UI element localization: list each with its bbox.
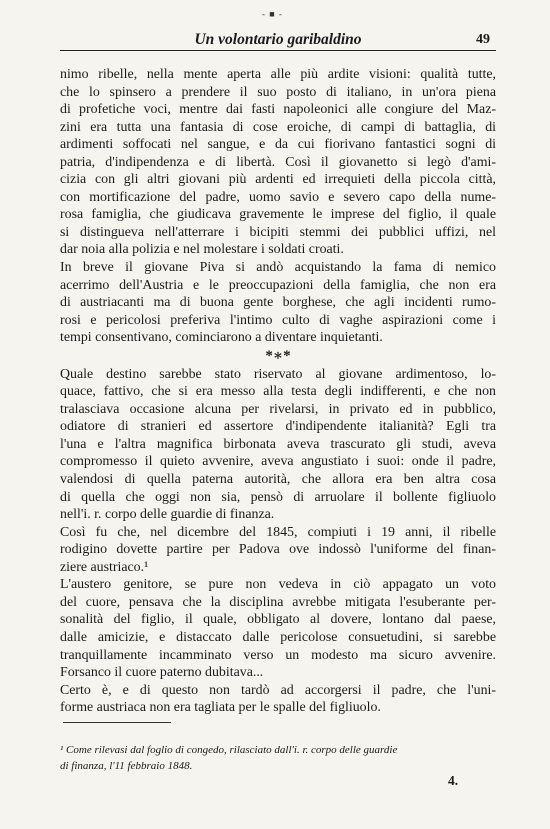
text-line: quace, fattivo, che si era messo alla testa degli indifferenti, e che non <box>60 384 496 400</box>
text-line: ziere austriaco.¹ <box>60 559 149 575</box>
text-line: l'una e l'altra magnifica birbonata aveva trascurato gli studi, aveva <box>60 436 496 452</box>
text-line: Forsanco il cuore paterno dubitava... <box>60 665 264 681</box>
text-line: dar noia alla polizia e nel molestare i soldati croati. <box>60 242 344 258</box>
footnote-line: di finanza, l'11 febbraio 1848. <box>60 760 193 772</box>
paragraph <box>60 682 496 717</box>
footnote-line: ¹ Come rilevasi dal foglio di congedo, rilasciato dall'i. r. corpo delle guardie <box>60 744 398 756</box>
footnote-rule <box>63 722 171 723</box>
paragraph <box>60 366 496 524</box>
text-line: di quella che oggi non sia, pensò di arruolare il bollente figliuolo <box>60 489 496 505</box>
text-line: tranquillamente incamminato verso un modesto ma sicuro avvenire. <box>60 647 496 663</box>
top-ornament: - ■ - <box>262 9 283 19</box>
text-line: forme austriaca non era tagliata per le spalle del figliuolo. <box>60 700 381 716</box>
text-line: valendosi di quella paterna autorità, che allora era ben altra cosa <box>60 472 496 488</box>
text-line: tempi consentivano, cominciarono a diventare inquietanti. <box>60 330 383 346</box>
text-line: tralasciava occasione alcuna per rivelarsi, in privato ed in pubblico, <box>60 401 496 417</box>
text-line: rodigino dovette partire per Padova ove indossò l'uniforme del finan- <box>60 542 496 558</box>
section-break: *∗* <box>265 347 291 364</box>
text-line: cizia con gli altri giovani più ardenti ed irrequieti della piccola città, <box>60 172 496 188</box>
footnote <box>60 742 496 774</box>
text-line: di profetiche voci, mentre dai fasti napoleonici alle congiure del Maz- <box>60 102 496 118</box>
paragraph <box>60 259 496 347</box>
running-title: Un volontario garibaldino <box>194 31 362 48</box>
signature-mark: 4. <box>448 773 459 788</box>
text-line: con mortificazione del padre, uomo savio e severo capo della nume- <box>60 189 496 205</box>
text-line: rosa famiglia, che giudicava gravemente le imprese del figlio, il quale <box>60 207 496 223</box>
page-number: 49 <box>476 32 490 47</box>
text-line-content: In breve il giovane Piva si andò acquistando la fama di nemico <box>60 260 496 276</box>
text-line: Quale destino sarebbe stato riservato al giovane ardimentoso, lo- <box>60 366 496 382</box>
text-line: rosi e pericolosi preferiva l'intimo culto di vaghe aspirazioni come i <box>60 312 496 328</box>
text-line: Certo è, e di questo non tardò ad accorgersi il padre, che l'uni- <box>60 682 496 698</box>
text-line: che lo spinsero a prendere il suo posto di italiano, in un'ora piena <box>60 84 496 100</box>
text-line: sonalità del figlio, il quale, obbligato al dovere, lontano dal paese, <box>60 612 496 628</box>
text-line: Così fu che, nel dicembre del 1845, compiuti i 19 anni, il ribelle <box>60 524 496 540</box>
text-line: dalle amicizie, e distaccato dalle pericolose consuetudini, si sarebbe <box>60 629 496 645</box>
text-line: odiatore di stranieri ed assertore d'indipendente italianità? Egli tra <box>60 419 496 435</box>
text-line: ardimenti soffocati nel sangue, e da cui fiorivano fantastici sogni di <box>60 137 496 153</box>
text-line <box>60 259 496 277</box>
text-line: di austriacanti ma di buona gente borghese, che agli incidenti rumo- <box>60 295 496 311</box>
text-line: compromesso il quieto avvenire, aveva angustiato i suoi: onde il padre, <box>60 454 496 470</box>
paragraph <box>60 524 496 577</box>
paragraph <box>60 576 496 681</box>
paragraph <box>60 66 496 259</box>
text-line: nell'i. r. corpo delle guardie di finanza. <box>60 507 275 523</box>
body-text <box>60 66 496 717</box>
text-line: patria, d'indipendenza e di libertà. Così il giovanetto si legò d'ami- <box>60 154 496 170</box>
text-line: zini era tutta una fantasia di cose eroiche, di campi di battaglia, di <box>60 119 496 135</box>
text-line: del cuore, pensava che la disciplina avrebbe mitigata l'esuberante per- <box>60 594 496 610</box>
page-header <box>60 30 496 51</box>
text-line: si distingueva nell'atterrare i bicipiti stemmi dei pubblici uffizi, nel <box>60 224 496 240</box>
text-line: L'austero genitore, se pure non vedeva in ciò appagato un voto <box>60 577 496 593</box>
text-line: nimo ribelle, nella mente aperta alle più ardite visioni: qualità tutte, <box>60 67 496 82</box>
text-line: acerrimo dell'Austria e le preoccupazioni della famiglia, che non era <box>60 277 496 293</box>
